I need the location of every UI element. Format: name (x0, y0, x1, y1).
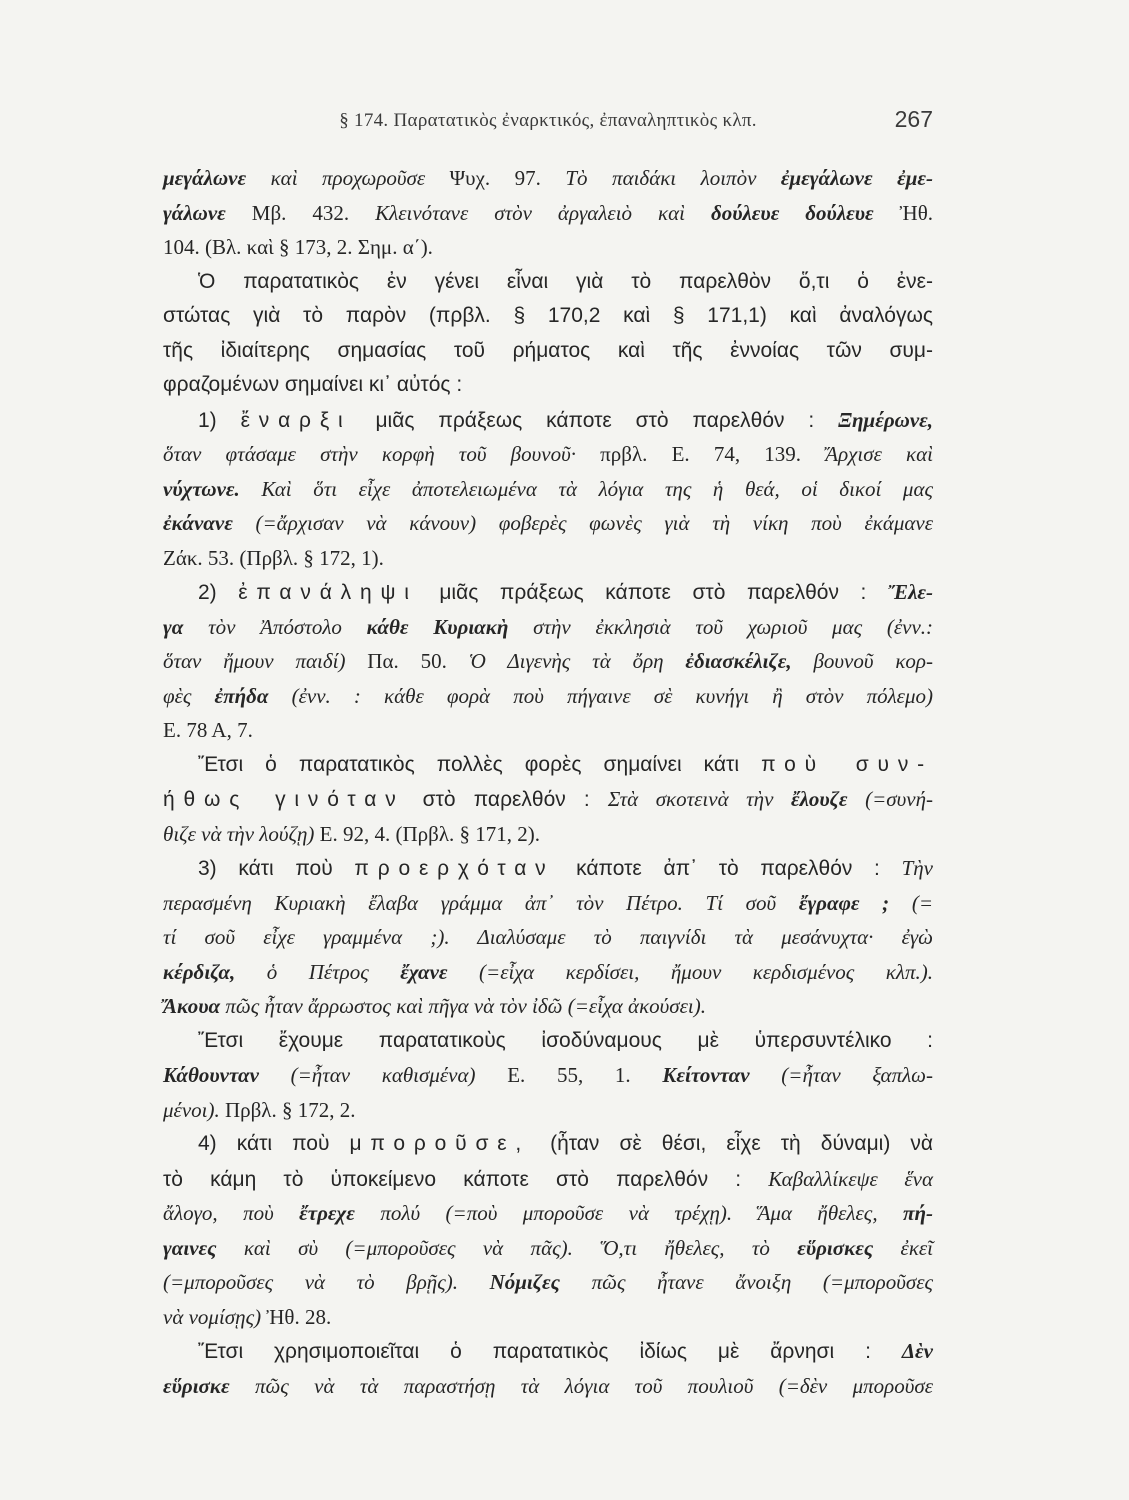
citation: Ε. 55, 1. (507, 1063, 663, 1087)
example-text: (=μποροῦσες νὰ τὸ βρῇς). (163, 1270, 490, 1294)
example-text: Τὴν (901, 856, 933, 880)
example-text: (= (889, 890, 933, 915)
example-text: μένοι). (163, 1097, 225, 1122)
spaced-emphasis: ήθως γινόταν (163, 788, 405, 811)
text-line (163, 748, 933, 783)
text-line (163, 161, 933, 196)
paragraph (163, 1024, 933, 1128)
text-line (163, 265, 933, 300)
verb-form: μεγάλωνε (163, 166, 247, 190)
verb-form: ἔτρεχε (299, 1201, 355, 1225)
text-line (163, 1231, 933, 1266)
example-text: νὰ νομίσῃς) (163, 1304, 267, 1329)
body-run: κάποτε ἀπ᾽ τὸ παρελθόν : (554, 857, 902, 880)
text-line (163, 1024, 933, 1059)
example-text: πολύ (=ποὺ μποροῦσε νὰ τρέχῃ). Ἅμα ἤθελες, (354, 1201, 904, 1225)
example-text: Ἄρχισε καὶ (825, 442, 933, 466)
text-line (163, 299, 933, 334)
paragraph (163, 403, 933, 576)
body-run: τῆς ἰδιαίτερης σημασίας τοῦ ρήματος καὶ τῆς ἐννοίας τῶν συμ- (163, 338, 933, 362)
page-number: 267 (894, 106, 933, 132)
example-text: βουνοῦ κορ- (791, 649, 934, 673)
text-line (163, 1369, 933, 1404)
citation: Ἠθ. 28. (266, 1304, 332, 1329)
citation: 104. (Βλ. καὶ § 173, 2. Σημ. α΄). (163, 235, 433, 259)
verb-form: εὕρισκες (797, 1235, 874, 1260)
paragraph (163, 851, 933, 1024)
example-text: στὴν ἐκκλησιὰ τοῦ χωριοῦ μας (ἐνν.: (508, 614, 934, 639)
verb-form: Δὲν (901, 1339, 933, 1363)
example-text: ὁ Πέτρος (235, 959, 401, 984)
verb-form: Ἔλε- (887, 580, 933, 604)
verb-form: Ξημέρωνε, (838, 407, 934, 432)
body-run: 3) κάτι ποὺ (198, 857, 355, 880)
example-text: (=ἄρχισαν νὰ κάνουν) φοβερὲς φωνὲς γιὰ τὴ νίκη ποὺ ἐκάμανε (232, 511, 933, 535)
example-text: ὅταν ἤμουν παιδί) (163, 649, 368, 673)
verb-form: ἐμεγάλωνε ἐμε- (780, 166, 933, 190)
text-line (163, 334, 933, 369)
example-text: φὲς (163, 683, 215, 708)
paragraph (163, 1334, 933, 1403)
spaced-emphasis: προερχόταν (354, 857, 555, 880)
text-line (163, 230, 933, 265)
verb-form: κέρδιζα, (163, 959, 236, 984)
verb-form: Νόμιζες (489, 1270, 560, 1294)
citation: πρβλ. Ε. 74, 139. (600, 442, 826, 466)
body-run: Ἔτσι ὁ παρατατικὸς πολλὲς φορὲς σημαίνει κάτι (198, 752, 762, 776)
citation: Ἠθ. (873, 200, 934, 225)
text-line (163, 575, 933, 610)
example-text: ὅταν φτάσαμε στὴν κορφὴ τοῦ βουνοῦ· (163, 442, 601, 466)
body-run: Ἔτσι ἔχουμε παρατατικοὺς ἰσοδύναμους μὲ ὑπερσυντέλικο : (198, 1028, 933, 1052)
example-text: τί σοῦ εἶχε γραμμένα ;). Διαλύσαμε τὸ παιγνίδι τὰ μεσάνυχτα· ἐγὼ (163, 925, 933, 949)
text-line (163, 1127, 933, 1162)
citation: Ζάκ. 53. (Πρβλ. § 172, 1). (163, 545, 384, 570)
example-text: θιζε νὰ τὴν λούζῃ) (163, 821, 315, 846)
body-run: στὸ παρελθόν : (404, 788, 608, 811)
text-line (163, 403, 933, 438)
verb-form: δούλευε δούλευε (710, 200, 874, 225)
verb-form: ἔλουζε (790, 787, 848, 811)
body-run: (ἦταν σὲ θέσι, εἶχε τὴ δύναμι) νὰ (530, 1132, 933, 1155)
text-line (163, 541, 933, 576)
text-line (163, 610, 933, 645)
paragraph (163, 161, 933, 265)
citation: Ε. 92, 4. (Πρβλ. § 171, 2). (314, 821, 540, 846)
citation: Μβ. 432. (225, 200, 376, 225)
citation: Ψυχ. 97. (449, 166, 566, 190)
text-line (163, 196, 933, 231)
example-text: ἄλογο, ποὺ (163, 1201, 300, 1225)
example-text: Ὁ Διγενὴς τὰ ὄρη (468, 649, 686, 673)
verb-form: γαινες (163, 1235, 217, 1260)
text-line (163, 817, 933, 852)
example-text: Καὶ ὅτι εἶχε ἀποτελειωμένα τὰ λόγια της ἡ θεά, οἱ δικοί μας (239, 476, 933, 501)
spaced-emphasis: μποροῦσε, (349, 1132, 531, 1155)
text-line (163, 1196, 933, 1231)
text-line (163, 1265, 933, 1300)
text-line (163, 506, 933, 541)
spaced-emphasis: ἔναρξι (240, 408, 352, 432)
verb-form: Ἄκουα (163, 994, 221, 1018)
example-text: πῶς ἦτανε ἄνοιξη (=μποροῦσες (560, 1270, 933, 1294)
example-text: τὸν Ἀπόστολο (183, 614, 367, 639)
spaced-emphasis: ποὺ συν- (761, 752, 933, 776)
verb-form: Κείτονταν (662, 1063, 750, 1087)
text-line (163, 1093, 933, 1128)
example-text: (=εἶχα κερδίσει, ἤμουν κερδισμένος κλπ.). (447, 959, 933, 984)
verb-form: ἔγραφε ; (798, 890, 890, 915)
body-run: 2) (198, 581, 239, 604)
verb-form: ἐκάνανε (163, 511, 233, 535)
body-run: 1) (198, 408, 241, 432)
citation: Πρβλ. § 172, 2. (224, 1097, 356, 1122)
example-text: πῶς νὰ τὰ παραστήσῃ τὰ λόγια τοῦ πουλιοῦ (=δὲν μποροῦσε (229, 1373, 933, 1398)
paragraph (163, 748, 933, 852)
text-line (163, 1162, 933, 1197)
running-header (163, 106, 933, 138)
verb-form: νύχτωνε. (163, 476, 240, 501)
verb-form: ἐδιασκέλιζε, (685, 649, 792, 673)
example-text: καὶ σὺ (=μποροῦσες νὰ πᾶς). Ὅ,τι ἤθελες, τὸ (216, 1235, 798, 1260)
example-text: Στὰ σκοτεινὰ τὴν (607, 787, 791, 811)
example-text: περασμένη Κυριακὴ ἔλαβα γράμμα ἀπ᾽ τὸν Πέτρο. Τί σοῦ (163, 890, 799, 915)
example-text: καὶ προχωροῦσε (246, 166, 450, 190)
verb-form: ἐπήδα (214, 683, 269, 708)
verb-form: κάθε Κυριακὴ (366, 614, 509, 639)
text-line (163, 644, 933, 679)
citation: Πα. 50. (367, 649, 469, 673)
text-line (163, 1334, 933, 1369)
text-line (163, 368, 933, 403)
paragraph (163, 575, 933, 748)
body-run: μιᾶς πράξεως κάποτε στὸ παρελθόν : (417, 581, 888, 604)
text-line (163, 782, 933, 817)
example-text: Καβαλλίκεψε ἕνα (768, 1166, 933, 1191)
example-text: (=ἦταν ξαπλω- (749, 1063, 934, 1087)
paragraph (163, 1127, 933, 1334)
text-line (163, 1058, 933, 1093)
text-line (163, 886, 933, 921)
example-text: Τὸ παιδάκι λοιπὸν (565, 166, 781, 190)
text-line (163, 679, 933, 714)
body-run: Ὁ παρατατικὸς ἐν γένει εἶναι γιὰ τὸ παρελθὸν ὅ,τι ὁ ἐνε- (198, 269, 933, 293)
verb-form: ἔχανε (400, 959, 448, 984)
spaced-emphasis: ἐπανάληψι (238, 581, 418, 604)
text-line (163, 437, 933, 472)
text-line (163, 920, 933, 955)
verb-form: γα (163, 614, 184, 639)
example-text: Κλεινότανε στὸν ἀργαλειὸ καὶ (375, 200, 711, 225)
text-line (163, 955, 933, 990)
verb-form: πή- (903, 1201, 933, 1225)
example-text: (=ἦταν καθισμένα) (258, 1063, 508, 1087)
body-run: 4) κάτι ποὺ (198, 1132, 350, 1155)
example-text: πῶς ἦταν ἄρρωστος καὶ πῆγα νὰ τὸν ἰδῶ (=εἶχα ἀκούσει). (220, 994, 707, 1018)
body-text (163, 161, 933, 1403)
verb-form: γάλωνε (163, 200, 226, 225)
body-run: μιᾶς πράξεως κάποτε στὸ παρελθόν : (351, 408, 839, 432)
citation: Ε. 78 Α, 7. (163, 718, 253, 742)
text-line (163, 472, 933, 507)
text-line (163, 851, 933, 886)
verb-form: εὕρισκε (163, 1373, 230, 1398)
body-run: στώτας γιὰ τὸ παρὸν (πρβλ. § 170,2 καὶ § 171,1) καὶ ἀναλόγως (163, 304, 933, 327)
paragraph (163, 265, 933, 403)
verb-form: Κάθουνταν (163, 1063, 259, 1087)
example-text: ἐκεῖ (873, 1235, 934, 1260)
text-line (163, 713, 933, 748)
example-text: (ἐνν. : κάθε φορὰ ποὺ πήγαινε σὲ κυνήγι ἢ στὸν πόλεμο) (268, 683, 933, 708)
text-line (163, 989, 933, 1024)
text-line (163, 1300, 933, 1335)
body-run: Ἔτσι χρησιμοποιεῖται ὁ παρατατικὸς ἰδίως μὲ ἄρνησι : (198, 1340, 902, 1363)
body-run: τὸ κάμη τὸ ὑποκείμενο κάποτε στὸ παρελθόν : (163, 1167, 769, 1191)
example-text: (=συνή- (847, 787, 933, 811)
body-run: φραζομένων σημαίνει κι᾽ αὐτός : (163, 373, 463, 396)
running-title: § 174. Παρατατικὸς ἐναρκτικός, ἐπαναληπτικὸς κλπ. (339, 110, 757, 131)
